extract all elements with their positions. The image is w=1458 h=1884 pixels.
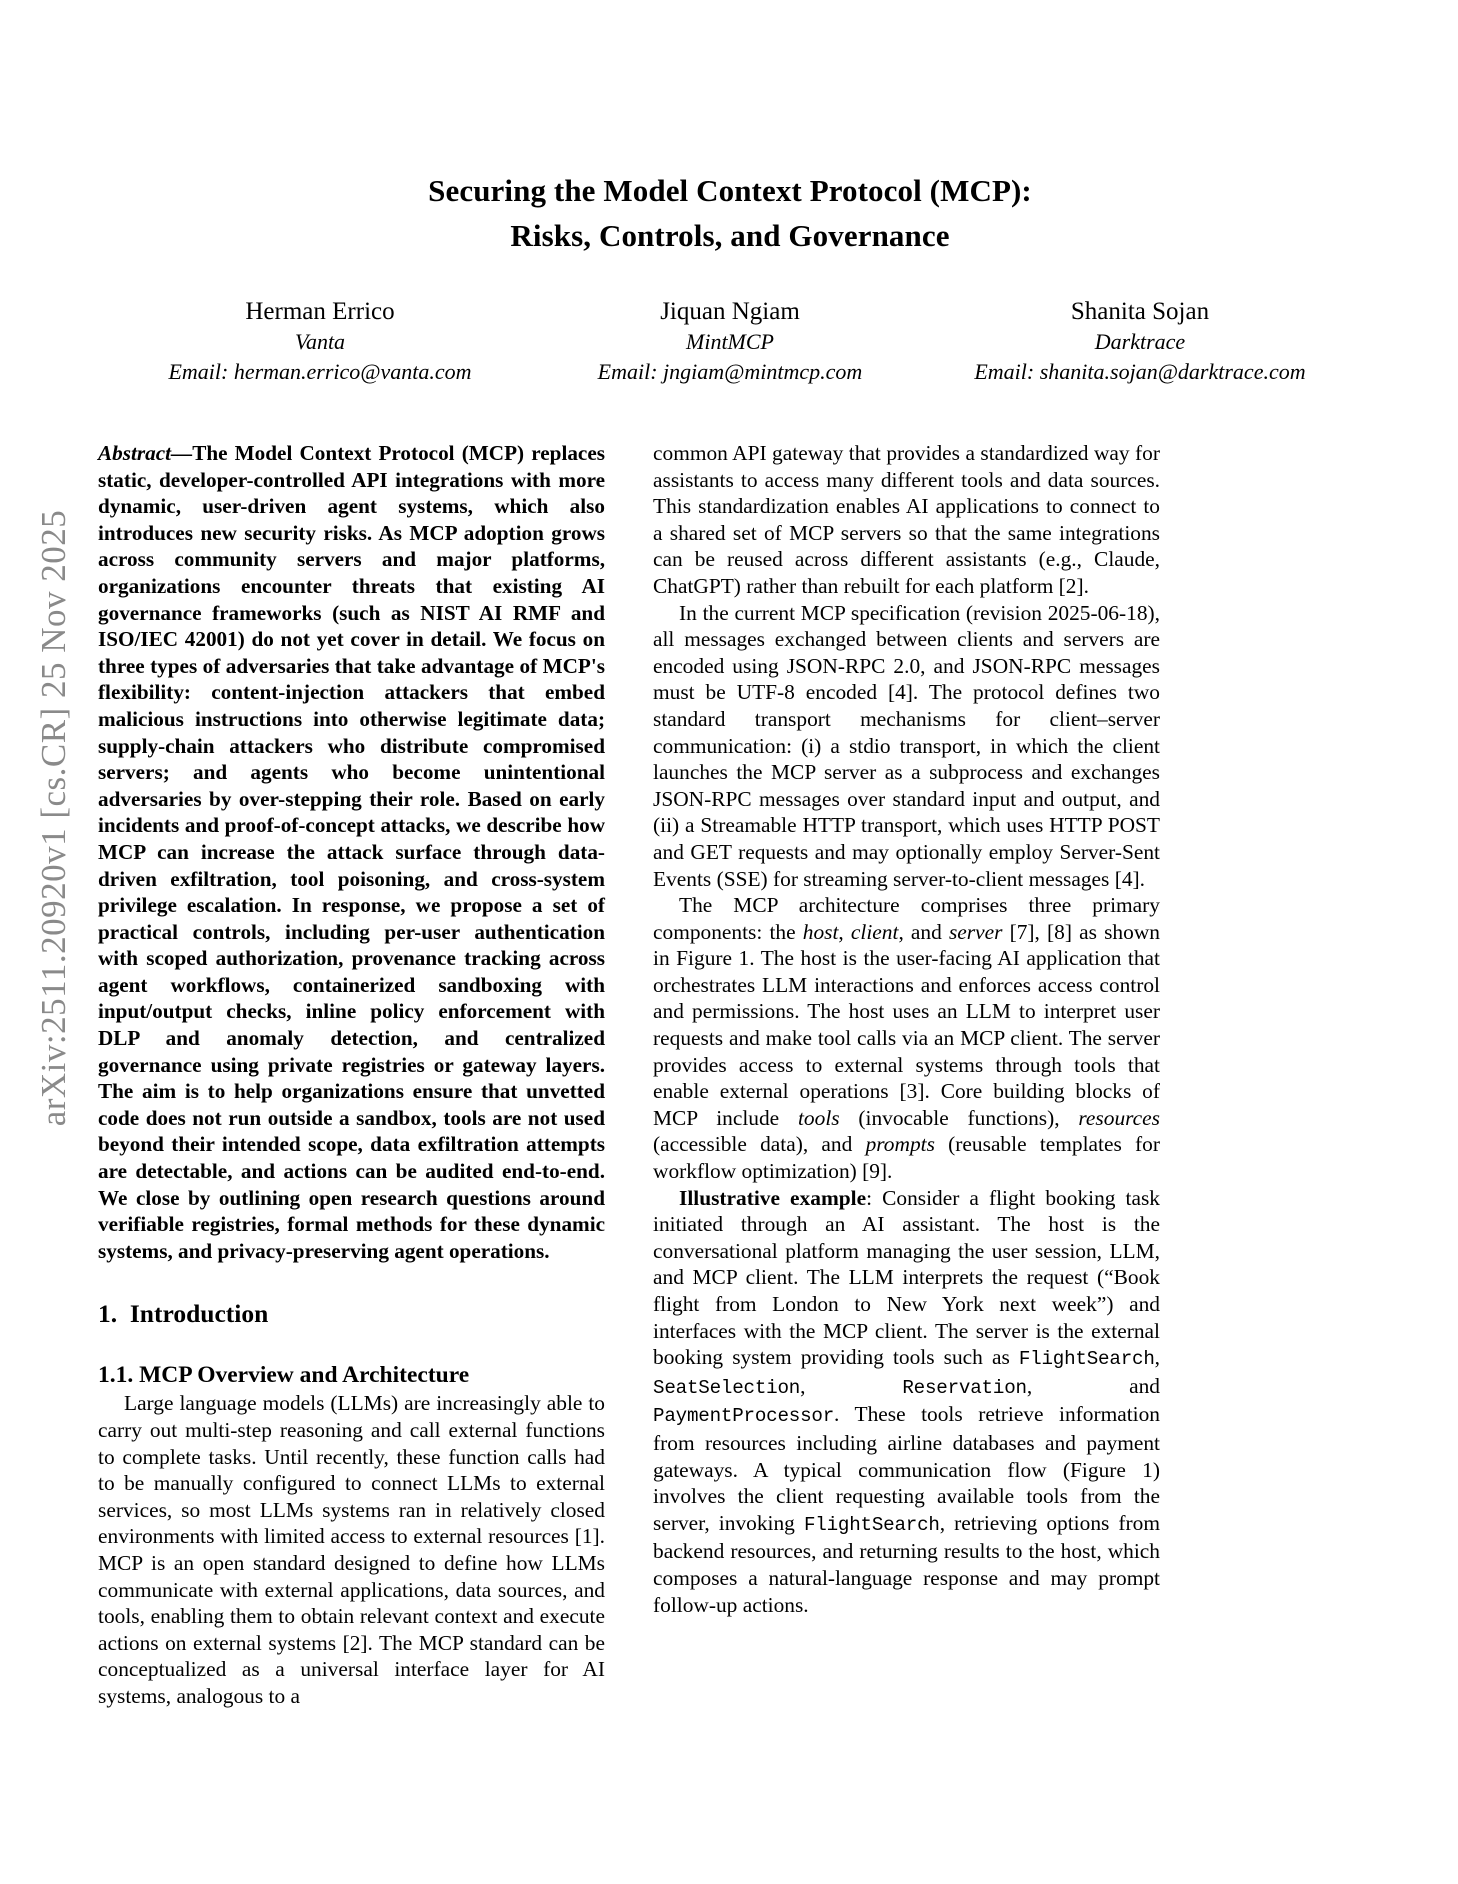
abstract-paragraph <box>98 440 605 1264</box>
section-number: 1. <box>98 1299 118 1329</box>
author-name: Shanita Sojan <box>1070 298 1210 325</box>
author-name: Jiquan Ngiam <box>660 298 800 325</box>
author-email[interactable]: Email: herman.errico@vanta.com <box>168 359 472 384</box>
section-title: Introduction <box>129 1299 269 1329</box>
author-name: Herman Errico <box>245 298 395 325</box>
rp3-seg-b: , <box>838 919 851 944</box>
term-server: server <box>948 919 1003 944</box>
title-line-2: Risks, Controls, and Governance <box>510 218 950 253</box>
author-email[interactable]: Email: jngiam@mintmcp.com <box>597 359 863 384</box>
term-client: client <box>850 919 899 944</box>
rp4-seg-c: , <box>800 1373 903 1398</box>
arxiv-identifier-stamp: arXiv:2511.20920v1 [cs.CR] 25 Nov 2025 <box>34 509 73 1127</box>
code-flightsearch-2: FlightSearch <box>803 1513 940 1536</box>
subsection-title: MCP Overview and Architecture <box>139 1362 470 1389</box>
author-entry-3 <box>955 296 1325 387</box>
code-flightsearch: FlightSearch <box>1018 1348 1155 1371</box>
author-affiliation: Vanta <box>294 329 346 354</box>
right-paragraph-1: common API gateway that provides a standardized way for assistants to access many different tools and data sources. This standardization enables AI applications to connect to a shared set of MCP servers so that the same integrations can be reused across different assistants (e.g., Claude, ChatGPT) rather than rebuilt for each platform [2]. <box>653 441 1160 598</box>
rp4-seg-f: , retrieving options from backend resources, and returning results to the host, which composes a natural-language response and may prompt follow-up actions. <box>653 1510 1160 1617</box>
author-entry-1 <box>135 296 505 387</box>
illustrative-example-label: Illustrative example <box>679 1185 867 1210</box>
rp4-seg-b: , <box>1154 1345 1160 1370</box>
author-affiliation: MintMCP <box>686 329 774 354</box>
code-paymentprocessor: PaymentProcessor <box>653 1405 835 1428</box>
author-affiliation: Darktrace <box>1094 329 1186 354</box>
author-entry-2 <box>545 296 915 387</box>
right-column <box>653 440 1160 1860</box>
rp4-seg-e: . These tools retrieve information from resources including airline databases and payment gateways. A typical communication flow (Figure 1) involves the client requesting available tools from the server, invoking <box>653 1402 1160 1535</box>
rp3-seg-g: (reusable templates for workflow optimization) [9]. <box>653 1132 1160 1184</box>
rp4-seg-d: , and <box>1026 1373 1160 1398</box>
intro-paragraph-1: Large language models (LLMs) are increasingly able to carry out multi-step reasoning and call external functions to complete tasks. Until recently, these function calls had to be manually configured to connect LLMs to external services, so most LLMs systems ran in relatively closed environments with limited access to external resources [1]. MCP is an open standard designed to define how LLMs communicate with external applications, data sources, and tools, enabling them to obtain relevant context and execute actions on external systems [2]. The MCP standard can be conceptualized as a universal interface layer for AI systems, analogous to a <box>98 1391 605 1708</box>
subsection-number: 1.1. <box>98 1362 134 1389</box>
author-email[interactable]: Email: shanita.sojan@darktrace.com <box>974 359 1306 384</box>
rp4-seg-a: : Consider a flight booking task initiated through an AI assistant. The host is the conversational platform managing the user session, LLM, and MCP client. The LLM interprets the request (“Book flight from London to New York next week”) and interfaces with the MCP client. The server is the external booking system providing tools such as <box>653 1185 1160 1370</box>
title-line-1: Securing the Model Context Protocol (MCP): <box>428 173 1032 208</box>
term-resources: resources <box>1078 1105 1160 1130</box>
abstract-text: The Model Context Protocol (MCP) replaces static, developer-controlled API integrations with more dynamic, user-driven agent systems, which also introduces new security risks. As MCP adoption grows across community servers and major platforms, organizations encounter threats that existing AI governance frameworks (such as NIST AI RMF and ISO/IEC 42001) do not yet cover in detail. We focus on three types of adversaries that take advantage of MCP's flexibility: content-injection attackers that embed malicious instructions into otherwise legitimate data; supply-chain attackers who distribute compromised servers; and agents who become unintentional adversaries by over-stepping their role. Based on early incidents and proof-of-concept attacks, we describe how MCP can increase the attack surface through data-driven exfiltration, tool poisoning, and cross-system privilege escalation. In response, we propose a set of practical controls, including per-user authentication with scoped authorization, provenance tracking across agent workflows, containerized sandboxing with input/output checks, inline policy enforcement with DLP and anomaly detection, and centralized governance using private registries or gateway layers. The aim is to help organizations ensure that unvetted code does not run outside a sandbox, tools are not used beyond their intended scope, data exfiltration attempts are detectable, and actions can be audited end-to-end. We close by outlining open research questions around verifiable registries, formal methods for these dynamic systems, and privacy-preserving agent operations. <box>98 441 605 1263</box>
right-paragraph-3 <box>653 892 1160 1185</box>
right-paragraph-4 <box>653 1185 1160 1619</box>
rp3-seg-a: The MCP architecture comprises three primary components: the <box>653 893 1160 944</box>
right-paragraph-2: In the current MCP specification (revision 2025-06-18), all messages exchanged between clients and servers are encoded using JSON-RPC 2.0, and JSON-RPC messages must be UTF-8 encoded [4]. The protocol defines two standard transport mechanisms for client–server communication: (i) a stdio transport, in which the client launches the MCP server as a subprocess and exchanges JSON-RPC messages over standard input and output, and (ii) a Streamable HTTP transport, which uses HTTP POST and GET requests and may optionally employ Server-Sent Events (SSE) for streaming server-to-client messages [4]. <box>653 600 1160 891</box>
page-title <box>160 168 1300 258</box>
section-heading-introduction <box>98 1298 605 1330</box>
code-seatselection: SeatSelection <box>653 1376 801 1399</box>
abstract-label: Abstract <box>98 441 171 465</box>
term-tools: tools <box>797 1105 840 1130</box>
abstract-dash: — <box>171 441 193 465</box>
term-prompts: prompts <box>865 1132 935 1157</box>
rp3-seg-f: (accessible data), and <box>653 1132 866 1157</box>
rp3-seg-c: , and <box>898 919 949 944</box>
term-host: host <box>802 919 839 944</box>
author-block <box>135 296 1325 387</box>
two-column-body <box>98 440 1360 1860</box>
subsection-heading-mcp-overview <box>98 1360 605 1390</box>
code-reservation: Reservation <box>902 1376 1027 1399</box>
left-column <box>98 440 605 1860</box>
rp3-seg-e: (invocable functions), <box>839 1105 1079 1130</box>
rp3-seg-d: [7], [8] as shown in Figure 1. The host is the user-facing AI application that orchestrates LLM interactions and enforces access control and permissions. The host uses an LLM to interpret user requests and make tool calls via an MCP client. The server provides access to external systems through tools that enable external operations [3]. Core building blocks of MCP include <box>653 919 1160 1130</box>
